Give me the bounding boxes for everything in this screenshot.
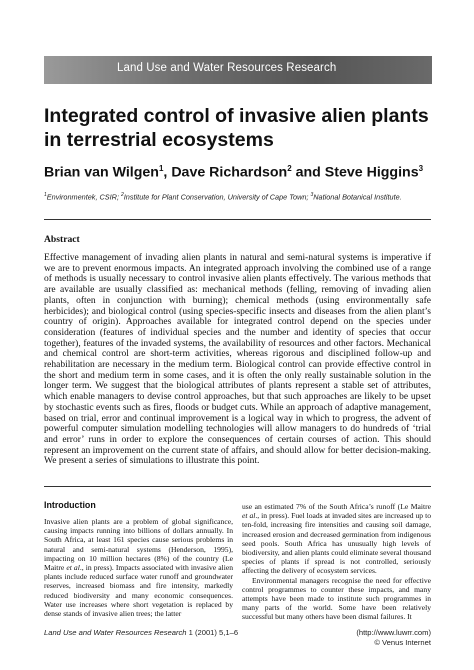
author-superscript: 2 — [287, 164, 292, 173]
affiliation-superscript: 2 — [121, 192, 124, 198]
intro-right-text: use an estimated 7% of the South Africa’s runoff (Le Maitre — [242, 502, 431, 511]
abstract-top-rule — [44, 219, 431, 220]
affiliation-text: National Botanical Institute. — [313, 192, 402, 202]
affiliation-text: Institute for Plant Conservation, University of Cape Town; — [123, 192, 311, 202]
intro-right-column — [242, 502, 431, 622]
author-separator: and — [291, 164, 325, 181]
footer-publisher: © Venus Internet — [374, 638, 431, 647]
author-superscript: 3 — [418, 164, 424, 173]
intro-left-text: ., in press). Impacts associated with invasive alien plants include reduced surface water runoff and groundwater reserves, increased biomass and fire intensity, markedly reduced biodiversity and many economic consequences. Water use increases where short vegetation is replaced by dense stands of invasive alien trees; the latter — [44, 563, 233, 619]
intro-left-column — [44, 517, 233, 618]
author-name: Steve Higgins — [324, 164, 419, 181]
footer-journal: Land Use and Water Resources Research — [44, 628, 187, 637]
affiliation-text: Environmentek, CSIR; — [46, 192, 121, 202]
footer-url[interactable]: (http://www.luwrr.com) — [356, 628, 431, 637]
footer-citation — [44, 628, 238, 637]
banner-title: Land Use and Water Resources Research — [117, 62, 337, 74]
author-name: Dave Richardson — [171, 164, 288, 181]
intro-right-paragraph-2: Environmental managers recognise the need for effective control programmes to counter these impacts, and many attempts have been made to institute such programmes in many parts of the world. Some have been relatively successful but many others have been dismal failures. It — [242, 575, 431, 622]
author-superscript: 1 — [158, 164, 164, 173]
intro-right-text: ., in press). Fuel loads at invaded sites are increased up to ten-fold, increasing fire intensities and causing soil damage, increased erosion and decreased germination from indigenous seed pools. South Africa has unusually high levels of biodiversity, and alien plants could eliminate several thousand species of plants if spread is not controlled, seriously affecting the delivery of ecosystem services. — [242, 511, 432, 576]
article-title: Integrated control of invasive alien plants in terrestrial ecosystems — [44, 105, 429, 151]
abstract-text: Effective management of invading alien plants in natural and semi-natural systems is imperative if we are to prevent enormous impacts. An integrated approach involving the combined use of a range of methods is usually necessary to control invasive alien plants effectively. The various methods that are available are usually classified as: mechanical methods (felling, removing of invading alien plants, often in conjunction with burning); chemical methods (using environmentally safe herbicides); and biological control (using species-specific insects and diseases from the alien plant’s country of origin). Approaches available for integrated control depend on the species under consideration (features of individual species and the number and identity of species that occur together), features of the invaded systems, the availability of resources and other factors. Mechanical and chemical control are short-term activities, whereas rigorous and disciplined follow-up and rehabilitation are necessary in the medium term. Biological control can provide effective control in the short and medium term in some cases, and it is often the only really sustainable solution in the longer term. We suggest that the biological attributes of plants represent a stable set of attributes, which enable managers to devise control approaches, but that such approaches are likely to be upset by stochastic events such as fires, floods or budget cuts. While an approach of adaptive management, based on trial, error and continual improvement is a logical way in which to progress, the advent of powerful computer simulation modelling technologies will allow managers to do hundreds of ‘trial and error’ runs in order to explore the consequences of certain courses of action. This should represent an improvement on the current state of affairs, and should allow for better decision-making. We present a series of simulations to illustrate this point. — [44, 253, 431, 467]
introduction-heading: Introduction — [44, 500, 96, 510]
footer-links — [356, 628, 431, 648]
journal-banner — [44, 56, 432, 84]
author-list — [44, 164, 464, 181]
intro-left-etal: et al — [66, 563, 80, 573]
affiliation-superscript: 3 — [310, 192, 314, 198]
affiliations — [44, 192, 464, 201]
intro-left-text: Invasive alien plants are a problem of global significance, causing impacts running into billions of dollars annually. In South Africa, at least 161 species cause serious problems in natural and semi-natural systems (Henderson, 1995), impacting on 10 million hectares (8%) of the country (Le Maitre — [44, 517, 233, 573]
abstract-bottom-rule — [44, 486, 431, 487]
affiliation-superscript: 1 — [44, 192, 47, 198]
footer-volume: 1 (2001) 5,1–6 — [186, 628, 239, 637]
intro-right-etal: et al — [242, 511, 256, 521]
author-separator: , — [163, 164, 172, 181]
abstract-heading: Abstract — [44, 234, 80, 245]
author-name: Brian van Wilgen — [44, 164, 159, 181]
